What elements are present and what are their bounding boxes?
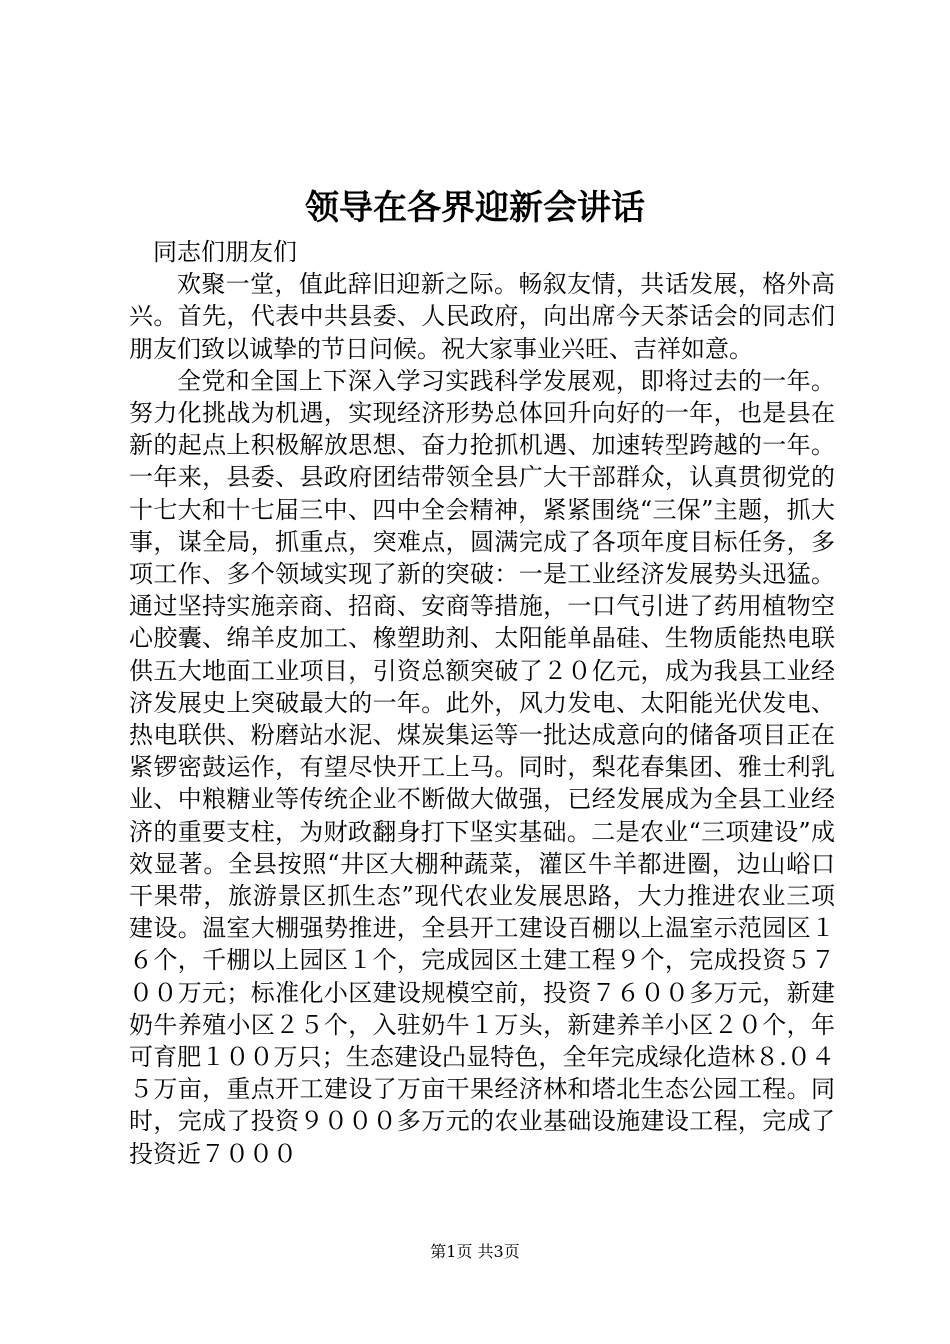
paragraph-1: 欢聚一堂，值此辞旧迎新之际。畅叙友情，共话发展，格外高兴。首先，代表中共县委、人民政府，向出席今天茶话会的同志们朋友们致以诚挚的节日问候。祝大家事业兴旺、吉祥如意。 (129, 270, 835, 363)
document-body (129, 236, 835, 1170)
paragraph-2: 全党和全国上下深入学习实践科学发展观，即将过去的一年。努力化挑战为机遇，实现经济形势总体回升向好的一年，也是县在新的起点上积极解放思想、奋力抢抓机遇、加速转型跨越的一年。一年来，县委、县政府团结带领全县广大干部群众，认真贯彻党的十七大和十七届三中、四中全会精神，紧紧围绕“三保”主题，抓大事，谋全局，抓重点，突难点，圆满完成了各项年度目标任务，多项工作、多个领域实现了新的突破：一是工业经济发展势头迅猛。通过坚持实施亲商、招商、安商等措施，一口气引进了药用植物空心胶囊、绵羊皮加工、橡塑助剂、太阳能单晶硅、生物质能热电联供五大地面工业项目，引资总额突破了２０亿元，成为我县工业经济发展史上突破最大的一年。此外，风力发电、太阳能光伏发电、热电联供、粉磨站水泥、煤炭集运等一批达成意向的储备项目正在紧锣密鼓运作，有望尽快开工上马。同时，梨花春集团、雅士利乳业、中粮糖业等传统企业不断做大做强，已经发展成为全县工业经济的重要支柱，为财政翻身打下坚实基础。二是农业“三项建设”成效显著。全县按照“井区大棚种蔬菜，灌区牛羊都进圈，边山峪口干果带，旅游景区抓生态”现代农业发展思路，大力推进农业三项建设。温室大棚强势推进，全县开工建设百棚以上温室示范园区１６个，千棚以上园区１个，完成园区土建工程９个，完成投资５７００万元；标准化小区建设规模空前，投资７６００多万元，新建奶牛养殖小区２５个，入驻奶牛１万头，新建养羊小区２０个，年可育肥１００万只；生态建设凸显特色，全年完成绿化造林８.０４５万亩，重点开工建设了万亩干果经济林和塔北生态公园工程。同时，完成了投资９０００多万元的农业基础设施建设工程，完成了投资近７０００ (129, 366, 835, 1168)
salutation: 同志们朋友们 (153, 238, 297, 266)
document-title: 领导在各界迎新会讲话 (305, 188, 645, 228)
page-footer: 第1页 共3页 (430, 1242, 520, 1261)
